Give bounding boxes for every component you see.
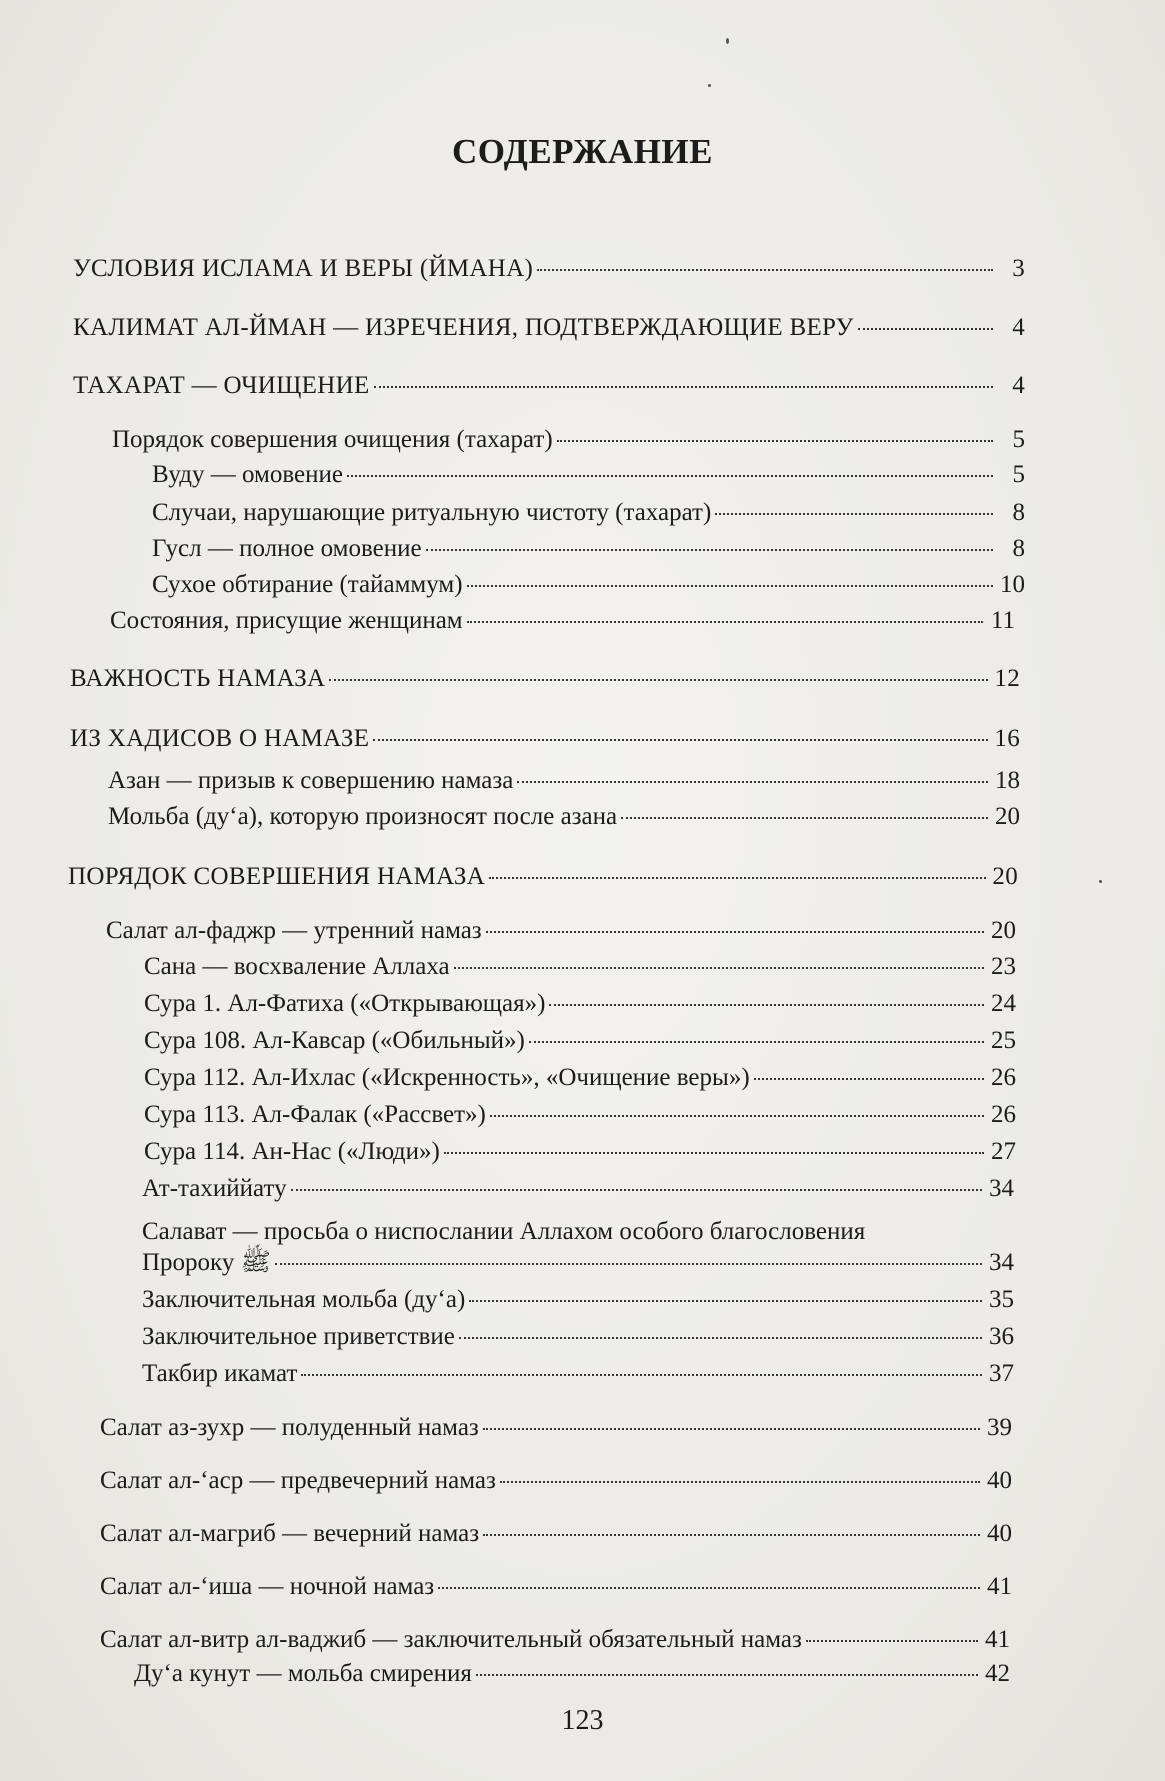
leader-dots: [469, 1300, 982, 1302]
toc-entry[interactable]: [152, 498, 1025, 528]
toc-entry-page: 8: [1012, 535, 1025, 562]
leader-dots: [291, 1189, 982, 1191]
toc-entry-page: 34: [989, 1249, 1014, 1276]
toc-entry[interactable]: [144, 952, 1016, 982]
leader-dots: [483, 1428, 980, 1430]
toc-entry-page: 20: [991, 917, 1016, 944]
toc-entry[interactable]: [70, 724, 1020, 754]
toc-entry-title: Гусл — полное омовение: [152, 535, 422, 562]
toc-entry-page: 5: [1012, 426, 1025, 453]
toc-entry[interactable]: [142, 1248, 1014, 1278]
paper-speck: [708, 84, 711, 87]
toc-entry[interactable]: [144, 1026, 1016, 1056]
toc-entry-page: 41: [985, 1626, 1010, 1653]
toc-entry-page: 42: [985, 1660, 1010, 1687]
paper-speck: [726, 38, 729, 44]
toc-entry-title: Сура 114. Ан-Нас («Люди»): [144, 1138, 440, 1165]
toc-entry-title: Ду‘а кунут — мольба смирения: [134, 1660, 472, 1687]
toc-entry-title: Салат ал-магриб — вечерний намаз: [100, 1520, 480, 1547]
leader-dots: [490, 1115, 984, 1117]
toc-entry-page: 12: [994, 665, 1020, 692]
toc-entry-title: Такбир икамат: [142, 1360, 298, 1387]
leader-dots: [483, 1534, 980, 1536]
toc-entry-page: 20: [992, 863, 1018, 890]
toc-entry-page: 20: [995, 803, 1020, 830]
leader-dots: [754, 1078, 984, 1080]
leader-dots: [275, 1263, 982, 1265]
toc-entry-page: 25: [991, 1027, 1016, 1054]
leader-dots: [476, 1674, 978, 1676]
toc-entry-page: 10: [1000, 571, 1025, 598]
toc-entry[interactable]: [73, 313, 1025, 343]
leader-dots: [444, 1152, 984, 1154]
toc-entry-title: Салат ал-фаджр — утренний намаз: [106, 917, 482, 944]
toc-entry-page: 27: [991, 1138, 1016, 1165]
toc-entry-page: 40: [987, 1467, 1012, 1494]
leader-dots: [426, 549, 993, 551]
toc-entry[interactable]: [108, 802, 1020, 832]
leader-dots: [373, 739, 988, 741]
leader-dots: [715, 513, 993, 515]
page-title: СОДЕРЖАНИЕ: [451, 132, 713, 171]
toc-entry-title: УСЛОВИЯ ИСЛАМА И ВЕРЫ (ЙМАНА): [73, 255, 534, 282]
toc-entry-title: Салат ал-‘аср — предвечерний намаз: [100, 1467, 496, 1494]
leader-dots: [467, 621, 983, 623]
toc-entry-title: Сана — восхваление Аллаха: [144, 953, 450, 980]
toc-entry[interactable]: [112, 425, 1025, 455]
toc-entry[interactable]: [70, 664, 1020, 694]
leader-dots: [489, 877, 986, 879]
toc-entry-page: 26: [991, 1064, 1016, 1091]
toc-entry-title: Порядок совершения очищения (тахарат): [112, 426, 553, 453]
toc-entry-title: Сура 1. Ал-Фатиха («Открывающая»): [144, 990, 546, 1017]
leader-dots: [301, 1374, 982, 1376]
paper-speck: [1099, 880, 1102, 883]
toc-entry-title: Мольба (ду‘а), которую произносят после азана: [108, 803, 618, 830]
leader-dots: [459, 1337, 982, 1339]
toc-entry-title: ВАЖНОСТЬ НАМАЗА: [70, 665, 326, 692]
toc-entry-page: 23: [991, 953, 1016, 980]
toc-entry[interactable]: [100, 1625, 1010, 1655]
toc-entry-title: ПОРЯДОК СОВЕРШЕНИЯ НАМАЗА: [68, 863, 486, 890]
toc-entry[interactable]: [100, 1466, 1012, 1496]
toc-entry-title: ИЗ ХАДИСОВ О НАМАЗЕ: [70, 725, 370, 752]
toc-entry[interactable]: [142, 1285, 1014, 1315]
leader-dots: [347, 475, 993, 477]
leader-dots: [537, 269, 993, 271]
leader-dots: [557, 440, 993, 442]
toc-entry-title: ТАХАРАТ — ОЧИЩЕНИЕ: [73, 372, 370, 399]
toc-entry-title: Салат ал-витр ал-ваджиб — заключительный обязательный намаз: [100, 1626, 802, 1653]
toc-entry-page: 11: [990, 607, 1015, 634]
toc-entry-page: 36: [989, 1323, 1014, 1350]
toc-entry[interactable]: [100, 1572, 1012, 1602]
toc-entry-page: 5: [1012, 461, 1025, 488]
leader-dots: [806, 1640, 978, 1642]
leader-dots: [529, 1041, 984, 1043]
toc-entry[interactable]: [68, 862, 1018, 892]
toc-entry-title: Пророку ﷺ: [142, 1249, 271, 1276]
leader-dots: [454, 967, 984, 969]
toc-entry-title: Сура 108. Ал-Кавсар («Обильный»): [144, 1027, 525, 1054]
toc-entry[interactable]: [100, 1413, 1012, 1443]
toc-entry[interactable]: [152, 534, 1025, 564]
toc-entry-title: Заключительное приветствие: [142, 1323, 455, 1350]
toc-entry-page: 8: [1012, 499, 1025, 526]
toc-entry[interactable]: [152, 570, 1025, 600]
toc-entry-page: 4: [1012, 314, 1025, 341]
toc-entry[interactable]: [110, 606, 1015, 636]
toc-entry-title: Вуду — омовение: [152, 461, 343, 488]
toc-entry-title-line[interactable]: Салават — просьба о ниспослании Аллахом особого благословения: [142, 1218, 866, 1245]
toc-entry-page: 4: [1012, 372, 1025, 399]
toc-entry[interactable]: [144, 989, 1016, 1019]
leader-dots: [858, 328, 993, 330]
toc-entry-title: Салат ал-‘иша — ночной намаз: [100, 1573, 435, 1600]
toc-entry-page: 3: [1012, 255, 1025, 282]
toc-entry-title: Заключительная мольба (ду‘а): [142, 1286, 466, 1313]
leader-dots: [500, 1481, 980, 1483]
toc-entry-title: КАЛИМАТ АЛ-ЙМАН — ИЗРЕЧЕНИЯ, ПОДТВЕРЖДАЮЩИЕ ВЕРУ: [73, 314, 854, 341]
toc-entry[interactable]: [73, 371, 1025, 401]
toc-entry[interactable]: [144, 1100, 1016, 1130]
toc-entry-page: 26: [991, 1101, 1016, 1128]
toc-entry[interactable]: [144, 1063, 1016, 1093]
leader-dots: [438, 1587, 980, 1589]
toc-entry-title: Случаи, нарушающие ритуальную чистоту (тахарат): [152, 499, 712, 526]
toc-entry[interactable]: [142, 1322, 1014, 1352]
toc-entry-page: 40: [987, 1520, 1012, 1547]
toc-entry[interactable]: [134, 1659, 1010, 1689]
toc-entry-page: 39: [987, 1414, 1012, 1441]
toc-entry[interactable]: [142, 1174, 1014, 1204]
leader-dots: [621, 817, 988, 819]
toc-entry-page: 41: [987, 1573, 1012, 1600]
leader-dots: [486, 931, 984, 933]
toc-entry[interactable]: [152, 460, 1025, 490]
toc-entry-title: Сура 113. Ал-Фалак («Рассвет»): [144, 1101, 486, 1128]
leader-dots: [329, 679, 988, 681]
toc-entry-page: 24: [991, 990, 1016, 1017]
toc-entry-title: Азан — призыв к совершению намаза: [108, 767, 514, 794]
toc-entry-page: 37: [989, 1360, 1014, 1387]
toc-entry-title: Салат аз-зухр — полуденный намаз: [100, 1414, 479, 1441]
leader-dots: [517, 781, 988, 783]
toc-entry[interactable]: [144, 1137, 1016, 1167]
toc-entry-page: 34: [989, 1175, 1014, 1202]
toc-entry-page: 18: [995, 767, 1020, 794]
leader-dots: [549, 1004, 984, 1006]
toc-entry[interactable]: [100, 1519, 1012, 1549]
toc-entry-page: 35: [989, 1286, 1014, 1313]
toc-entry-page: 16: [994, 725, 1020, 752]
page-number: 123: [561, 1705, 604, 1736]
toc-entry[interactable]: [73, 254, 1025, 284]
leader-dots: [374, 386, 993, 388]
toc-entry-title: Ат-тахиййату: [142, 1175, 287, 1202]
toc-entry-title: Состояния, присущие женщинам: [110, 607, 463, 634]
toc-entry-title: Сухое обтирание (тайаммум): [152, 571, 463, 598]
leader-dots: [467, 585, 993, 587]
toc-entry[interactable]: [108, 766, 1020, 796]
toc-entry-title: Сура 112. Ал-Ихлас («Искренность», «Очищение веры»): [144, 1064, 750, 1091]
toc-entry[interactable]: [142, 1359, 1014, 1389]
toc-entry[interactable]: [106, 916, 1016, 946]
